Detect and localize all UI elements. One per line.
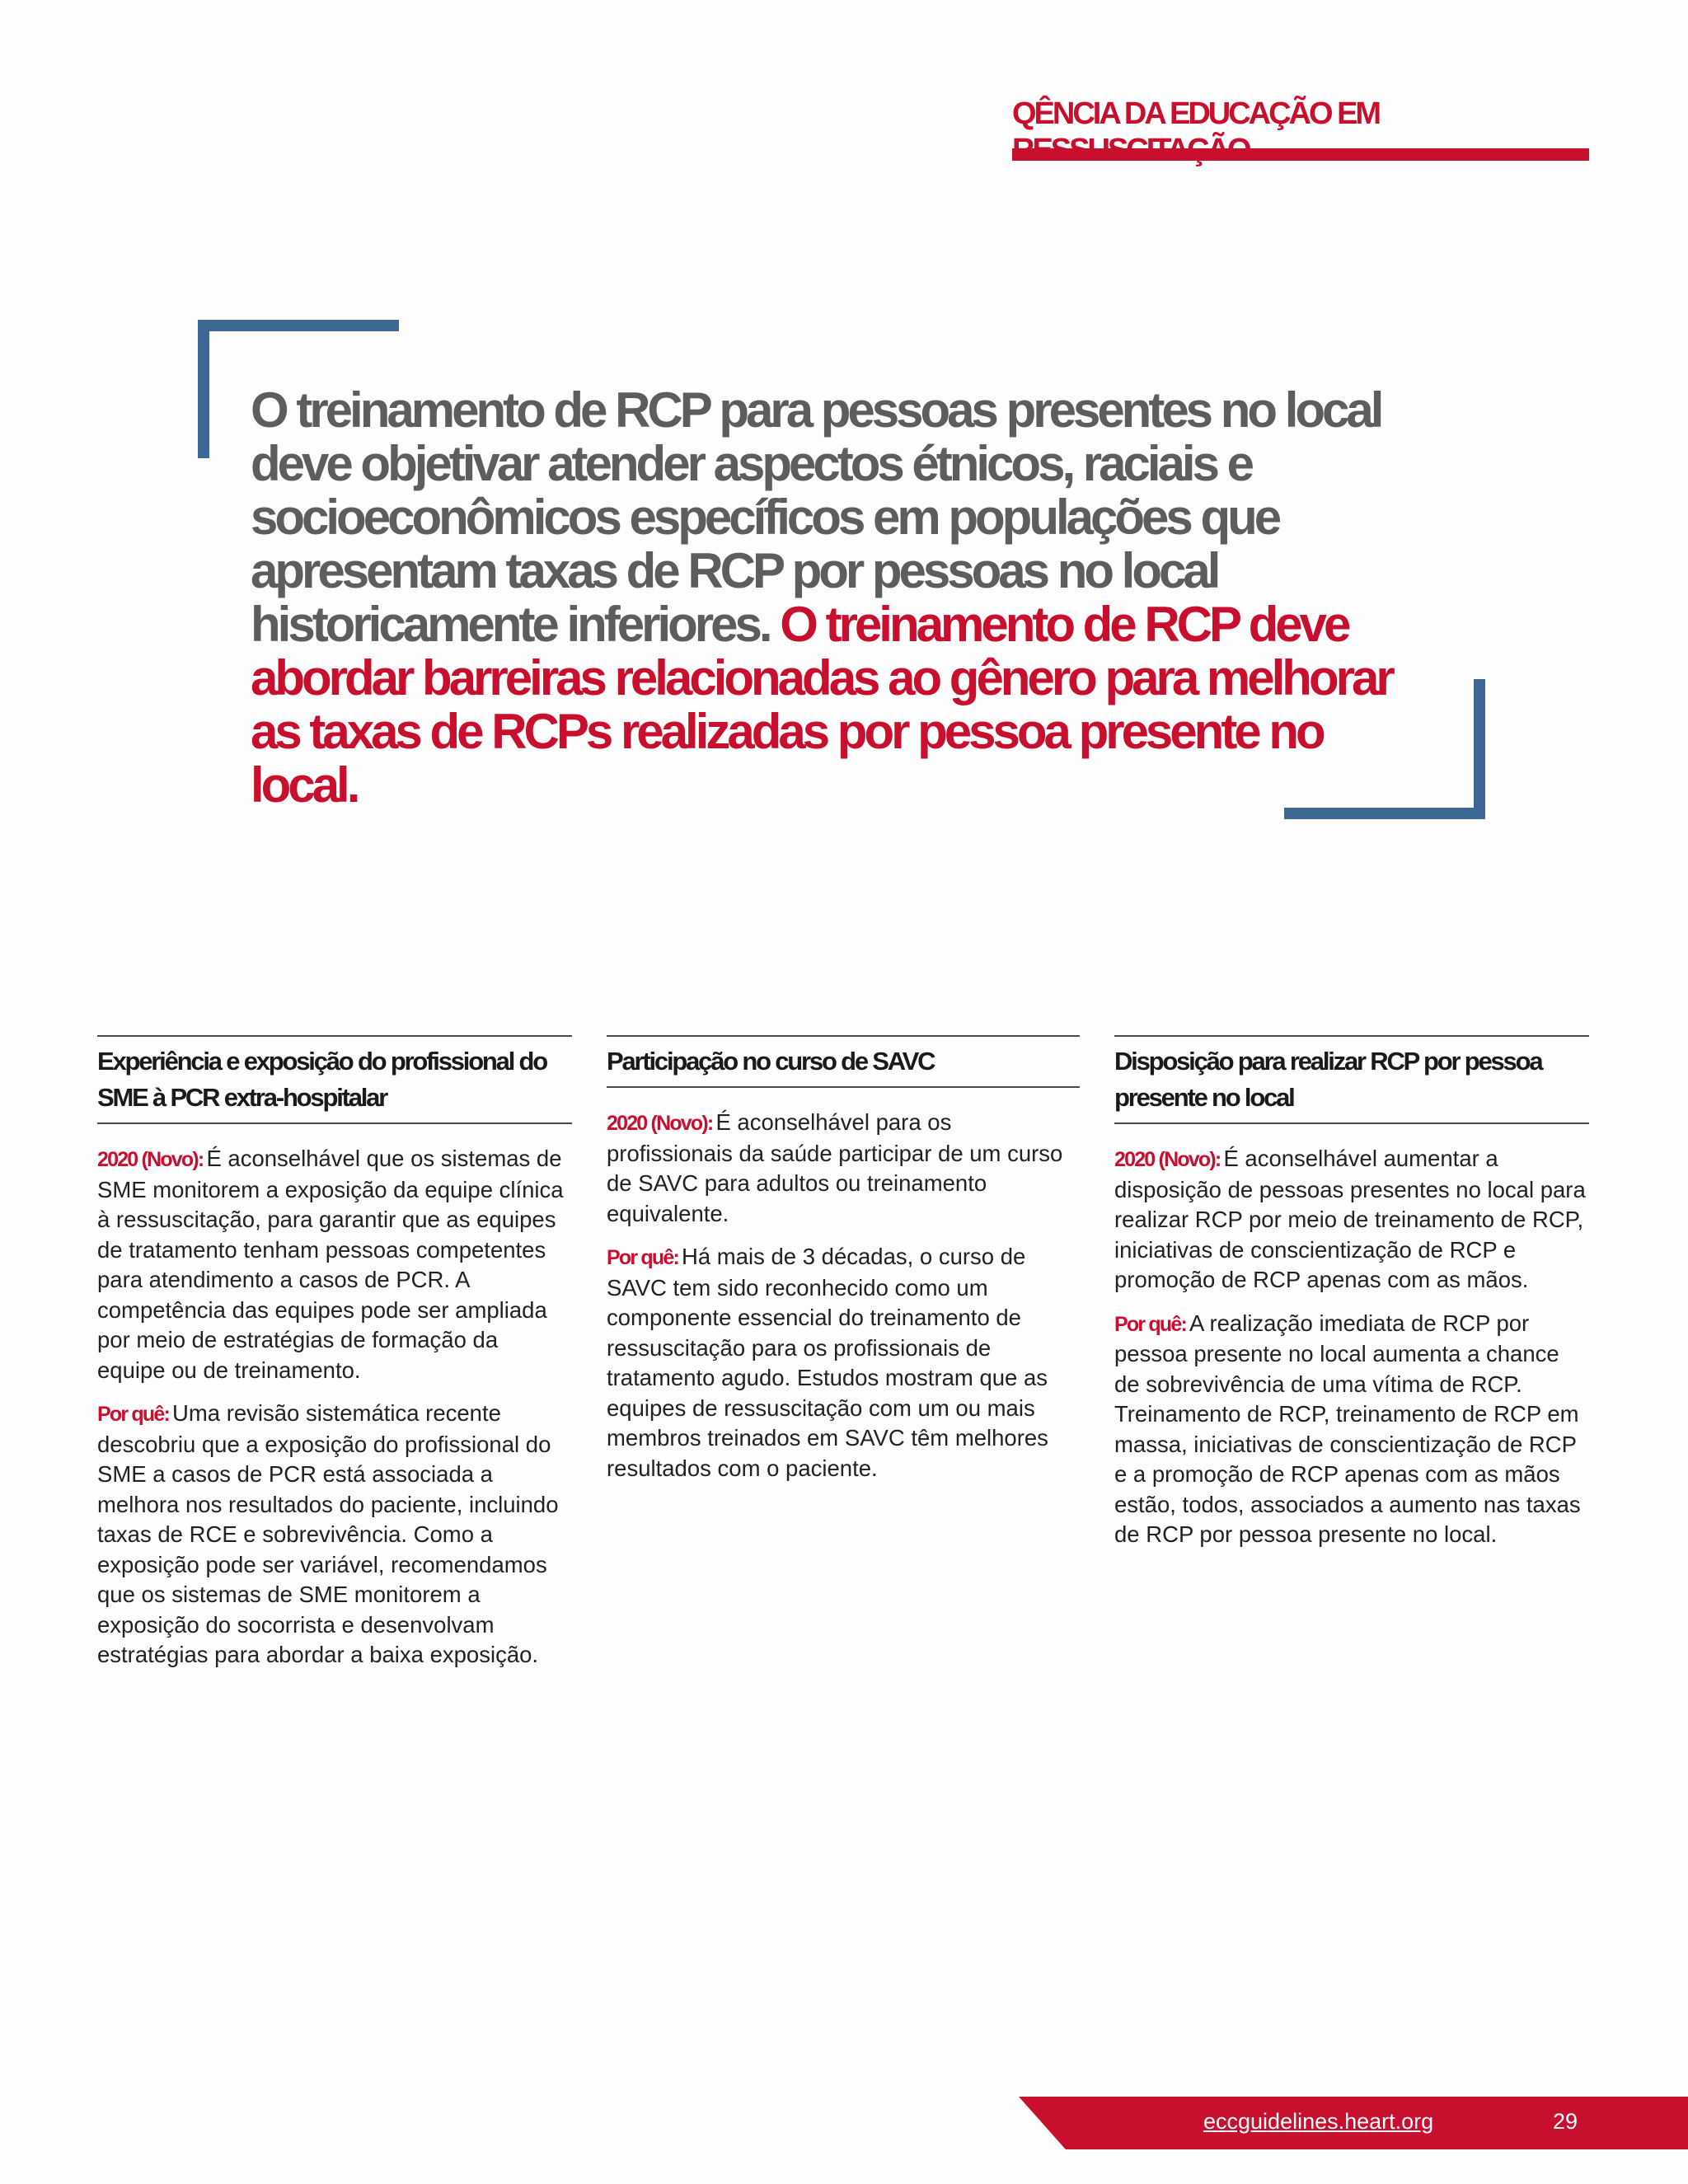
recommendation-paragraph xyxy=(607,1108,1080,1229)
column-body xyxy=(1114,1144,1589,1550)
quote-bracket-top-left-vertical xyxy=(198,320,209,458)
rationale-tag: Por quê: xyxy=(97,1403,169,1426)
recommendation-paragraph xyxy=(1114,1144,1589,1296)
recommendation-paragraph xyxy=(97,1144,572,1385)
recommendation-tag: 2020 (Novo): xyxy=(1114,1148,1221,1171)
page-number: 29 xyxy=(1553,2109,1578,2134)
column-ems-exposure xyxy=(97,1035,572,1684)
rationale-paragraph xyxy=(97,1399,572,1671)
column-body xyxy=(607,1108,1080,1483)
column-heading-rule xyxy=(97,1122,572,1124)
rationale-tag: Por quê: xyxy=(607,1246,678,1269)
pull-quote-red-text: O treinamento de RCP deve abordar barreiras relacionadas ao gênero para melhorar as taxas de RCPs realizadas por pessoa presente no local. xyxy=(251,597,1392,813)
recommendation-text: É aconselhável que os sistemas de SME monitorem a exposição da equipe clínica à ressuscitação, para garantir que as equipes de tratamento tenham pessoas competentes para atendimento a casos de PCR. A competência das equipes pode ser ampliada por meio de estratégias de formação da equipe ou de treinamento. xyxy=(97,1146,564,1383)
rationale-text: Uma revisão sistemática recente descobriu que a exposição do profissional do SME a casos de PCR está associada a melhora nos resultados do paciente, incluindo taxas de RCE e sobrevivência. Como a exposição pode ser variável, recomendamos que os sistemas de SME monitorem a exposição do socorrista e desenvolvam estratégias para abordar a baixa exposição. xyxy=(97,1400,559,1667)
footer-website-link[interactable]: eccguidelines.heart.org xyxy=(1203,2109,1434,2134)
column-bystander-willingness xyxy=(1114,1035,1589,1563)
recommendation-text: É aconselhável para os profissionais da saúde participar de um curso de SAVC para adultos ou treinamento equivalente. xyxy=(607,1109,1063,1226)
section-title-rule xyxy=(1012,148,1589,161)
recommendation-text: É aconselhável aumentar a disposição de pessoas presentes no local para realizar RCP por meio de treinamento de RCP, iniciativas de conscientização de RCP e promoção de RCP apenas com as mãos. xyxy=(1114,1146,1586,1292)
rationale-text: A realização imediata de RCP por pessoa presente no local aumenta a chance de sobrevivência de uma vítima de RCP. Treinamento de RCP, treinamento de RCP em massa, iniciativas de conscientização de RCP e a promoção de RCP apenas com as mãos estão, todos, associados a aumento nas taxas de RCP por pessoa presente no local. xyxy=(1114,1310,1581,1547)
pull-quote-gray-text: O treinamento de RCP para pessoas presentes no local deve objetivar atender aspectos étnicos, raciais e socioeconômicos específicos em populações que apresentam taxas de RCP por pessoas no local historicamente inferiores. xyxy=(251,382,1381,652)
quote-bracket-bottom-right-vertical xyxy=(1474,679,1485,819)
rationale-text: Há mais de 3 décadas, o curso de SAVC tem sido reconhecido como um componente essencial do treinamento de ressuscitação para os profissionais de tratamento agudo. Estudos mostram que as equipes de ressuscitação com um ou mais membros treinados em SAVC têm melhores resultados com o paciente. xyxy=(607,1244,1048,1481)
recommendation-tag: 2020 (Novo): xyxy=(607,1112,713,1135)
section-title: QÊNCIA DA EDUCAÇÃO EM xyxy=(1012,96,1380,131)
column-heading-rule xyxy=(607,1086,1080,1088)
recommendation-tag: 2020 (Novo): xyxy=(97,1148,204,1171)
column-heading-rule xyxy=(1114,1122,1589,1124)
column-heading: Disposição para realizar RCP por pessoa presente no local xyxy=(1114,1047,1542,1112)
quote-bracket-top-left xyxy=(198,320,399,331)
column-body xyxy=(97,1144,572,1671)
rationale-paragraph xyxy=(1114,1309,1589,1550)
column-acls-course xyxy=(607,1035,1080,1497)
rationale-paragraph xyxy=(607,1242,1080,1483)
column-heading: Experiência e exposição do profissional do SME à PCR extra-hospitalar xyxy=(97,1047,547,1112)
pull-quote xyxy=(251,383,1437,812)
column-heading: Participação no curso de SAVC xyxy=(607,1047,935,1076)
rationale-tag: Por quê: xyxy=(1114,1312,1186,1336)
